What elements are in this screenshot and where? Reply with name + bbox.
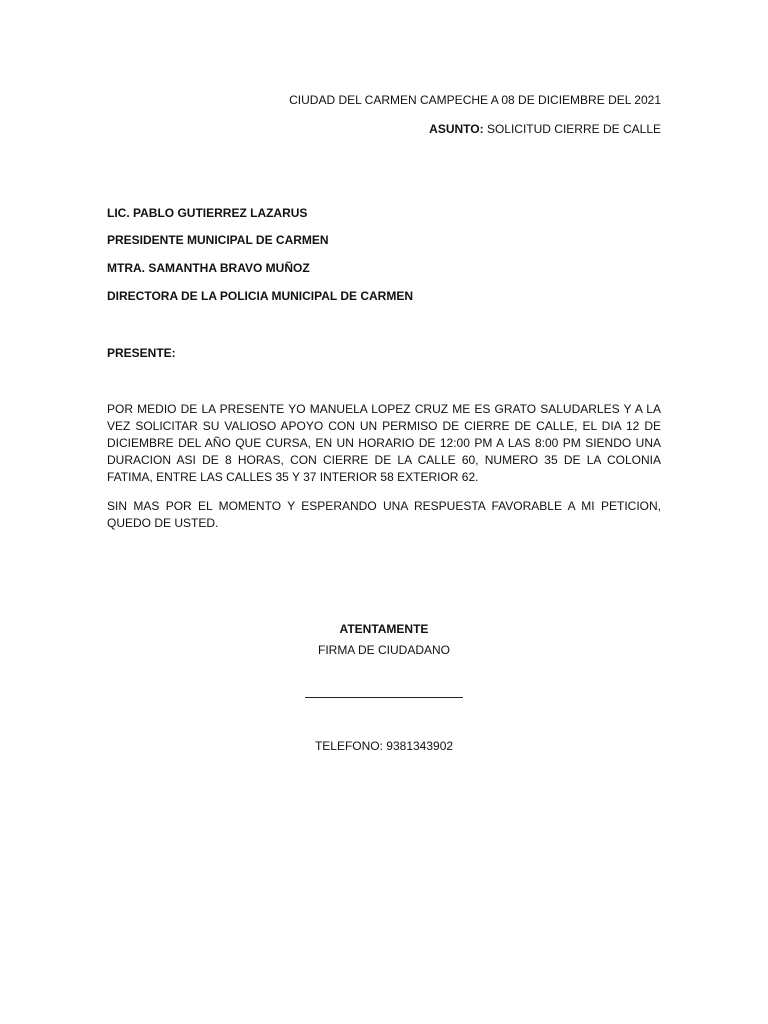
sign-off: ATENTAMENTE [339,622,429,636]
greeting: PRESENTE: [107,346,176,360]
recipient-name-1: LIC. PABLO GUTIERREZ LAZARUS [107,206,308,220]
date-line: CIUDAD DEL CARMEN CAMPECHE A 08 DE DICIEMBRE DEL 2021 [289,93,661,107]
closing-paragraph: SIN MAS POR EL MOMENTO Y ESPERANDO UNA RESPUESTA FAVORABLE A MI PETICION, QUEDO DE USTED. [107,499,661,530]
recipient-title-2: DIRECTORA DE LA POLICIA MUNICIPAL DE CARMEN [107,289,414,303]
recipient-name-2: MTRA. SAMANTHA BRAVO MUÑOZ [107,261,310,275]
subject-line [429,121,661,137]
subject-value: SOLICITUD CIERRE DE CALLE [483,122,661,136]
body-paragraph: POR MEDIO DE LA PRESENTE YO MANUELA LOPEZ CRUZ ME ES GRATO SALUDARLES Y A LA VEZ SOLICITAR SU VALIOSO APOYO CON UN PERMISO DE CIERRE DE CALLE, EL DIA 12 DE DICIEMBRE DEL AÑO QUE CURSA, EN UN HORARIO DE 12:00 PM A LAS 8:00 PM SIENDO UNA DURACION ASI DE 8 HORAS, CON CIERRE DE LA CALLE 60, NUMERO 35 DE LA COLONIA FATIMA, ENTRE LAS CALLES 35 Y 37 INTERIOR 58 EXTERIOR 62. [107,402,661,484]
signature-line [305,697,463,698]
subject-label: ASUNTO: [429,122,484,136]
signature-caption: FIRMA DE CIUDADANO [317,643,450,657]
phone-number: TELEFONO: 9381343902 [314,739,454,753]
recipient-title-1: PRESIDENTE MUNICIPAL DE CARMEN [107,233,329,247]
